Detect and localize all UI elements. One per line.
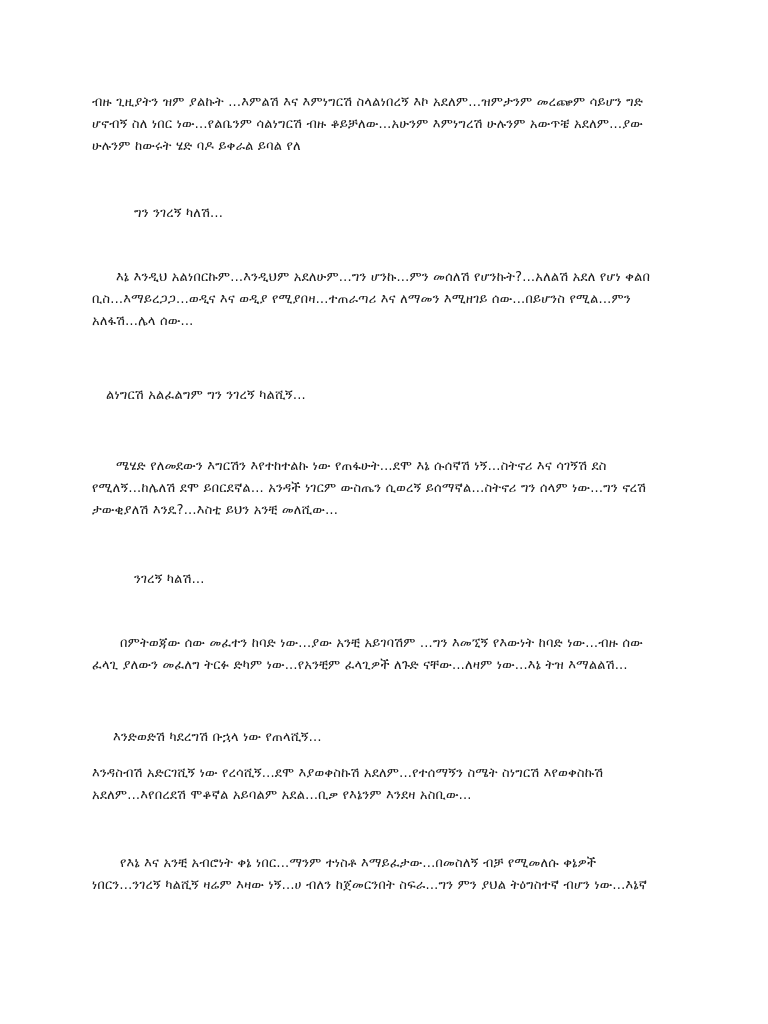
paragraph-5 bbox=[92, 456, 692, 522]
paragraph-7 bbox=[92, 633, 692, 677]
text-line: ታውቂያለሽ እንዴ?...እስቲ ይህን አንቺ መለሺው... bbox=[92, 503, 339, 518]
paragraph-9 bbox=[92, 763, 692, 807]
paragraph-1 bbox=[92, 92, 692, 158]
text-line: እንዳስብሽ አድርገሺኝ ነው የረሳሺኝ...ደሞ እያወቀስኩሽ አደለም...የተሰማኝን ስሜት ስነግርሽ እየወቀስኩሽ bbox=[92, 766, 604, 781]
text-line: ብዙ ጊዚያትን ዝም ያልኩት ...እምልሽ እና እምነግርሽ ስላልነበረኝ እኮ አደለም...ዝምታንም መረጬም ሳይሆን ግድ bbox=[92, 95, 644, 110]
text-line: ሁሉንም ከውሩት ሄድ ባዶ ይቀራል ይባል የለ bbox=[92, 139, 301, 154]
paragraph-3 bbox=[92, 267, 692, 333]
text-line: ሆኖብኝ ስለ ነበር ነው...የልቤንም ሳልነግርሽ ብዙ ቆይቻለው...አሁንም እምነግረሽ ሁሉንም አውጥቼ አደለም...ያው bbox=[92, 117, 643, 132]
text-line: ቢስ...እማይረጋጋ...ወዲና እና ወዲያ የሚያበዛ...ተጠራጣሪ እና ለማመን እሚዘገይ ሰው...በይሆንስ የሚል...ምን bbox=[92, 292, 631, 307]
text-line: እኔ እንዲህ አልነበርኩም...እንዲህም አደለሁም...ግን ሆንኩ...ምን መሰለሽ የሆንኩት?...አለልሽ አደለ የሆነ ቀልበ bbox=[116, 270, 651, 285]
text-line: በምትወጃው ሰው መፈተን ከባድ ነው...ያው አንቺ አይገባሽም ...ግን እመኚኝ የእውነት ከባድ ነው...ብዙ ሰው bbox=[120, 636, 643, 651]
paragraph-2: ግን ንገረኝ ካለሽ... bbox=[134, 206, 224, 221]
text-line: ነበርን...ንገረኝ ካልሺኝ ዛሬም እዛው ነኝ...ሀ ብለን ከጀመርንበት ስፍራ...ግን ምን ያህል ትዕግስተኛ ብሆን ነው...እኔኛ bbox=[92, 878, 648, 893]
text-line: አለፋሽ...ሌላ ሰው... bbox=[92, 314, 194, 329]
paragraph-10 bbox=[92, 853, 692, 897]
paragraph-8: እንድወድሽ ካደረግሽ ቡኋላ ነው የጠላሺኝ... bbox=[113, 730, 322, 745]
paragraph-4: ልነግርሽ አልፈልግም ግን ንገረኝ ካልሺኝ... bbox=[106, 388, 306, 403]
text-line: አደለም...እየበረደሽ ሞቆኛል አይባልም አደል...ቢቃ የእኔንም እንደዛ አስቢው... bbox=[92, 788, 472, 803]
paragraph-6: ንገረኝ ካልሽ... bbox=[134, 572, 205, 587]
text-line: ፈላጊ ያለውን መፈለግ ትርፉ ድካም ነው...የአንቺም ፈላጊዎች ለጉድ ናቸው...ለዛም ነው...እኔ ትዝ እማልልሽ... bbox=[92, 658, 628, 673]
text-line: የእኔ እና አንቺ አብሮነት ቀኔ ነበር...ማንም ተነስቶ እማይፈታው...በመስለኝ ብቻ የሚመለሱ ቀኔዎች bbox=[120, 856, 597, 871]
text-line: ሜሄድ የለመደውን እግርሽን እየተከተልኩ ነው የጠፋሁት...ደሞ እኔ ሱሰኛሽ ነኝ...ስትኖሪ እና ሳገኝሽ ደስ bbox=[116, 459, 607, 474]
text-line: የሚለኝ...ከሌለሽ ደሞ ይበርደኛል... አንዳች ነገርም ውስጤን ሲወረኝ ይሰማኛል...ስትኖሪ ግን ሰላም ነው...ግን ኖረሽ bbox=[92, 481, 647, 496]
